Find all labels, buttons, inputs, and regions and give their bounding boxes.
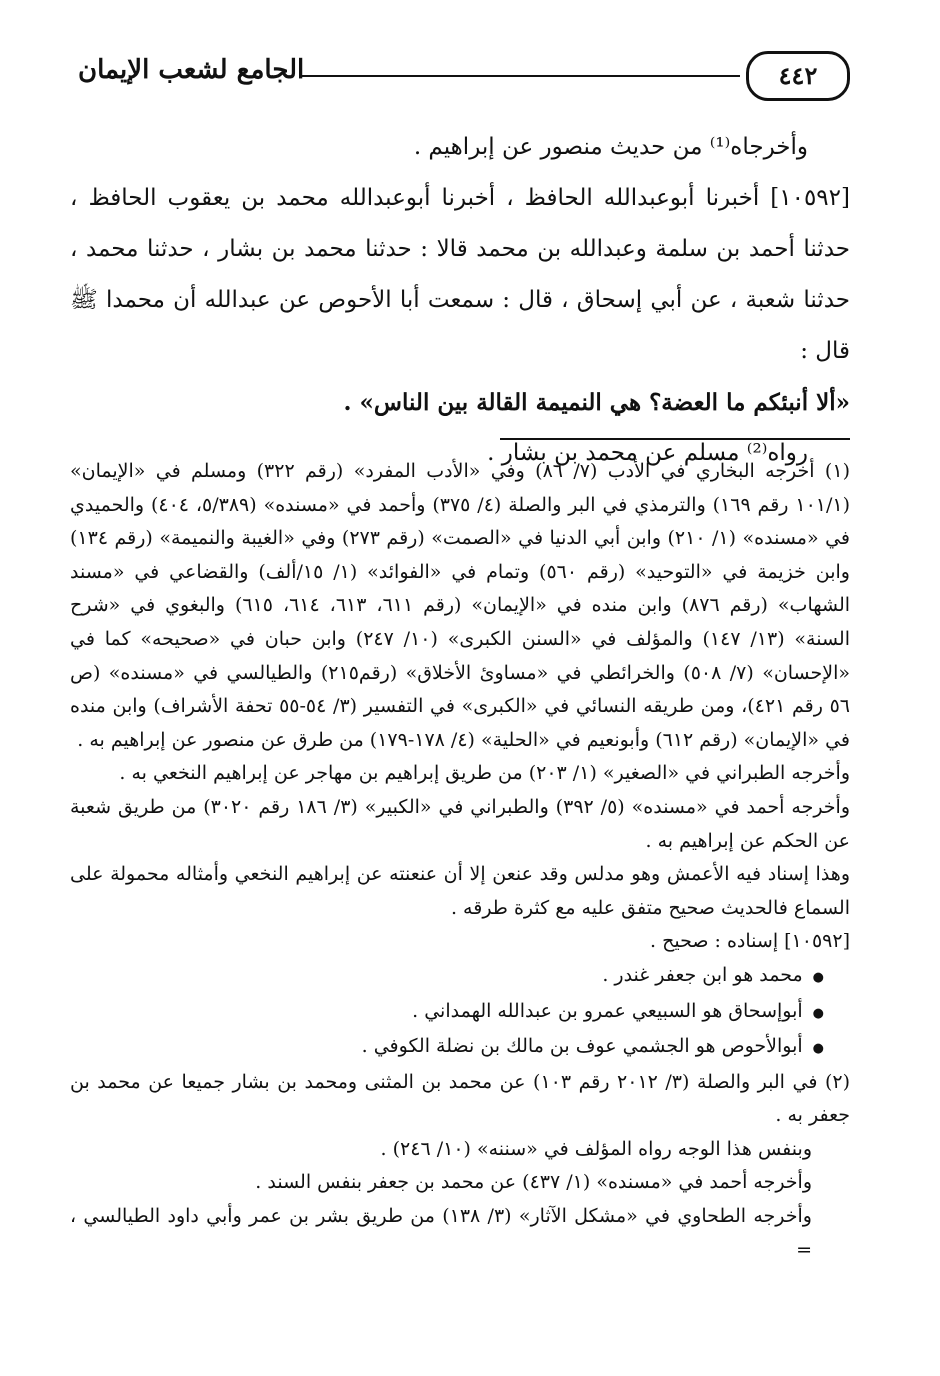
- footnote-1-b: وأخرجه الطبراني في «الصغير» (١/ ٢٠٣) من طريق إبراهيم بن مهاجر عن إبراهيم النخعي به .: [119, 762, 850, 785]
- isnad-label: [١٠٥٩٢] إسناده : صحيح .: [650, 930, 850, 953]
- header-rule: [300, 75, 740, 77]
- hadith-paragraph: [١٠٥٩٢] أخبرنا أبوعبدالله الحافظ ، أخبرنا أبوعبدالله محمد بن يعقوب الحافظ ، حدثنا أحمد بن سلمة وعبدالله بن محمد قالا : حدثنا محمد بن بشار ، حدثنا محمد ، حدثنا شعبة ، عن أبي إسحاق ، قال : سمعت أبا الأحوص عن عبدالله أن محمدا ﷺ قال :: [70, 185, 850, 364]
- main-text: [70, 122, 850, 479]
- list-item: ● أبوالأحوص هو الجشمي عوف بن مالك بن نضلة الكوفي .: [70, 1030, 850, 1066]
- footnote-separator: [500, 438, 850, 440]
- footnote-2-d: وأخرجه الطحاوي في «مشكل الآثار» (٣/ ١٣٨) من طريق بشر بن عمر وأبي داود الطيالسي ، =: [70, 1205, 812, 1261]
- main-line-last: رواه⁽²⁾ مسلم عن محمد بن بشار .: [487, 440, 808, 466]
- footnote-1-d: وهذا إسناد فيه الأعمش وهو مدلس وقد عنعن إلا أن عنعنته عن إبراهيم النخعي وأمثاله محمولة على السماع فالحديث صحيح متفق عليه مع كثرة طرقه .: [70, 863, 850, 919]
- footnote-1: (١) أخرجه البخاري في الأدب (٧/ ٨٦) وفي «الأدب المفرد» (رقم ٣٢٢) ومسلم في «الإيمان» (١٠١/١ رقم ١٦٩) والترمذي في البر والصلة (٤/ ٣٧٥) وأحمد في «مسنده» (٥/٣٨٩، ٤٠٤) والحميدي في «مسنده» (١/ ٢١٠) وابن أبي الدنيا في «الصمت» (رقم ٢٧٣) وفي «الغيبة والنميمة» (رقم ١٣٤) وابن خزيمة في «التوحيد» (رقم ٥٦٠) وتمام في «الفوائد» (١/ ١٥/ألف) والقضاعي في «مسند الشهاب» (رقم ٨٧٦) وابن منده في «الإيمان» (رقم ٦١١، ٦١٣، ٦١٤، ٦١٥) والبغوي في «شرح السنة» (١٣/ ١٤٧) والمؤلف في «السنن الكبرى» (١٠/ ٢٤٧) وابن حبان في «صحيحه» كما في «الإحسان» (٧/ ٥٠٨) والخرائطي في «مساوئ الأخلاق» (رقم٢١٥) والطيالسي في «مسنده» (ص ٥٦ رقم ٤٢١)، ومن طريقه النسائي في «الكبرى» في التفسير (٣/ ٥٤-٥٥ تحفة الأشراف) وابن منده في «الإيمان» (رقم ٦١٢) وأبونعيم في «الحلية» (٤/ ١٧٨-١٧٩) من طرق عن منصور عن إبراهيم به .: [70, 460, 851, 751]
- page-header: [60, 55, 850, 107]
- footnote-1-c: وأخرجه أحمد في «مسنده» (٥/ ٣٩٢) والطبراني في «الكبير» (٣/ ١٨٦ رقم ٣٠٢٠) من طريق شعبة عن الحكم عن إبراهيم به .: [70, 795, 850, 852]
- footnote-2-b: وبنفس هذا الوجه رواه المؤلف في «سننه» (١٠/ ٢٤٦) .: [380, 1137, 812, 1160]
- running-title: الجامع لشعب الإيمان: [78, 55, 305, 85]
- footnote-2-c: وأخرجه أحمد في «مسنده» (١/ ٤٣٧) عن محمد بن جعفر بنفس السند .: [255, 1171, 812, 1194]
- hadith-text: «ألا أنبئكم ما العضة؟ هي النميمة القالة بين الناس» .: [343, 389, 850, 416]
- page-number-badge: ٤٤٢: [746, 51, 850, 101]
- footnotes: [70, 455, 850, 1267]
- list-item: ● أبوإسحاق هو السبيعي عمرو بن عبدالله الهمداني .: [70, 995, 850, 1031]
- footnote-2: (٢) في البر والصلة (٣/ ٢٠١٢ رقم ١٠٣) عن محمد بن المثنى ومحمد بن بشار جميعا عن محمد بن جعفر به .: [70, 1070, 850, 1127]
- list-item: ● محمد هو ابن جعفر غندر .: [70, 959, 850, 995]
- main-line-1: وأخرجاه⁽¹⁾ من حديث منصور عن إبراهيم .: [413, 134, 808, 160]
